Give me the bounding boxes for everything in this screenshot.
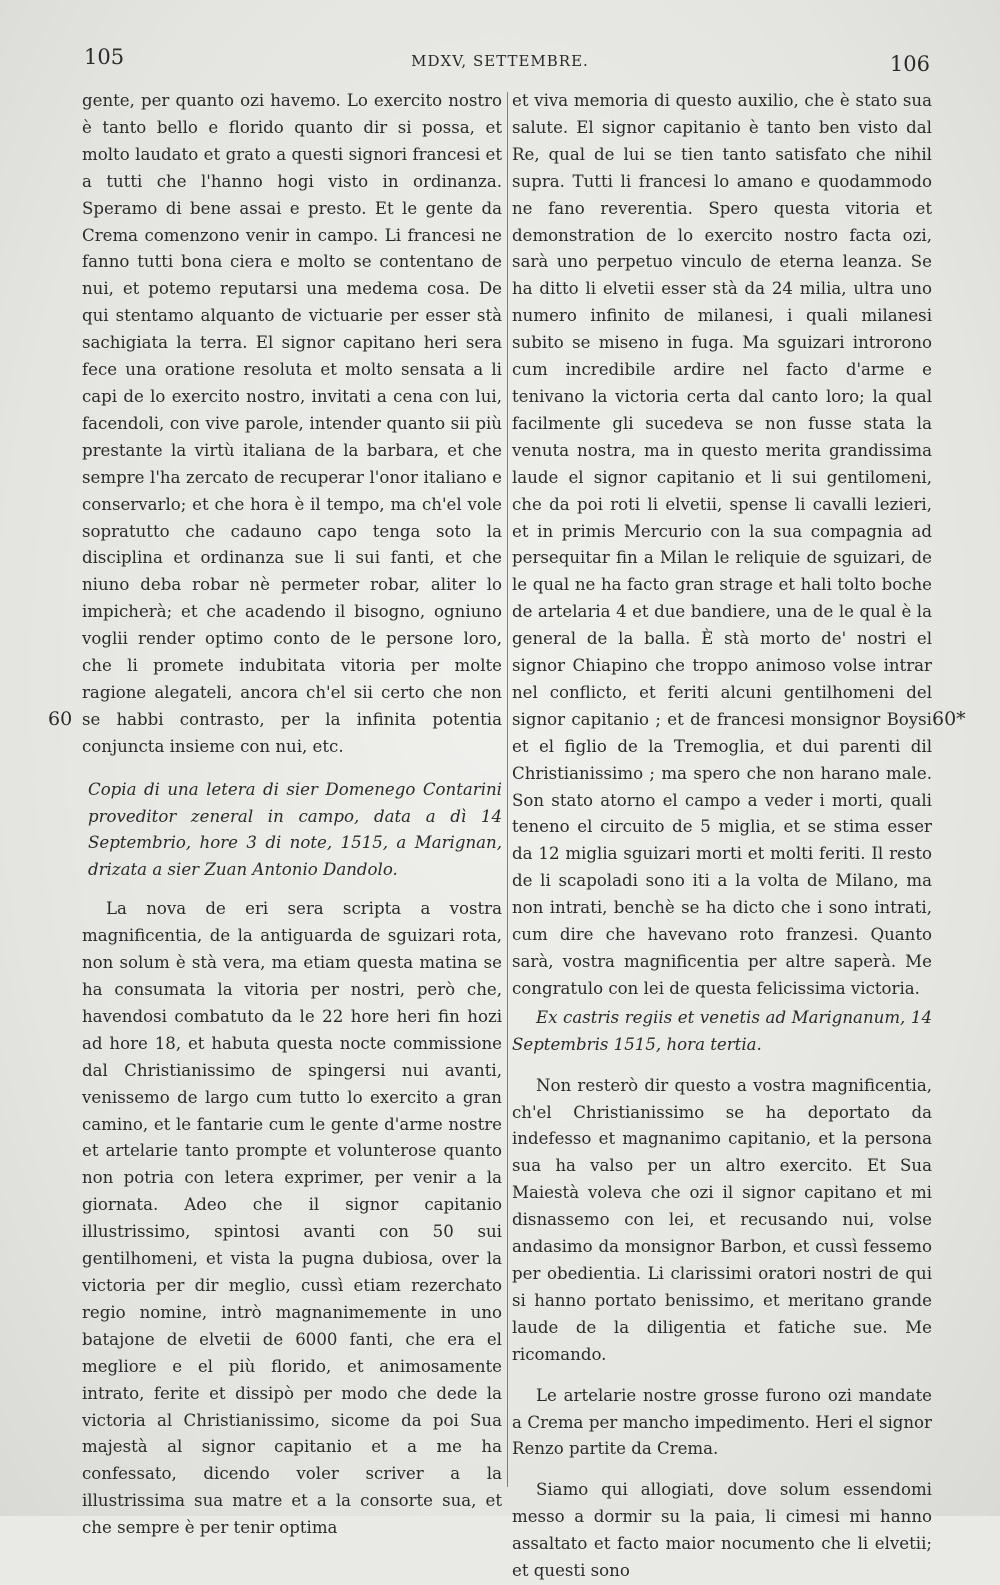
right-paragraph-1: et viva memoria di questo auxilio, che è stato sua salute. El signor capitanio è tanto ben visto dal Re, qual de lui se tien tanto satisfato che nihil supra. Tutti li francesi lo amano e quodammodo ne fano reverentia. Spero questa vitoria et demonstration de lo exercito nostro facta ozi, sarà uno perpetuo vinculo de eterna leanza. Se ha ditto li elvetii esser stà da 24 milia, ultra uno numero infinito de milanesi, i quali milanesi subito se miseno in fuga. Ma sguizari introrono cum incredibile ardire nel facto d'arme e tenivano la victoria certa dal canto loro; la qual facilmente gli sucedeva se non fusse stata la venuta nostra, ma in questo merita grandissima laude el signor capitanio et li sui gentilomeni, che da poi roti li elvetii, spense li cavalli lezieri, et in primis Mercurio con la sua compagnia ad persequitar fin a Milan le reliquie de sguizari, de le qual ne ha facto gran strage et hali tolto boche de artelaria 4 et due bandiere, una de le qual è la general de la balla. È stà morto de' nostri el signor Chiapino che troppo animoso volse intrar nel conflicto, et feriti alcuni gentilhomeni del signor capitanio ; et de francesi monsignor Boysi et el figlio de la Tremoglia, et dui parenti dil Christianissimo ; ma spero che non harano male. Son stato atorno el campo a veder i morti, quali teneno el circuito de 5 miglia, et se stima esser da 12 miglia sguizari morti et molti feriti. Il resto de li scapoladi sono iti a la volta de Milano, ma non intrati, benchè se ha dicto che i sono intrati, cum dire che havevano roto franzesi. Quanto sarà, vostra magnificentia per altre saperà. Me congratulo con lei de questa felicissima victoria. xyxy=(512,91,932,998)
right-paragraph-2: Non resterò dir questo a vostra magnificentia, ch'el Christianissimo se ha deportato da indefesso et magnanimo capitanio, et la persona sua ha valso per un altro exercito. Et Sua Maiestà voleva che ozi il signor capitano et mi disnassemo con lei, et recusando nui, volse andasimo da monsignor Barbon, et cussì fessemo per obedientia. Li clarissimi oratori nostri de qui si hanno portato benissimo, et meritano grande laude de la diligentia et fatiche sue. Me ricomando. xyxy=(512,1075,932,1364)
letter-dateline: Ex castris regiis et venetis ad Marignanum, 14 Septembris 1515, hora tertia. xyxy=(512,1007,932,1054)
column-divider xyxy=(507,92,508,1487)
margin-number-left: 60 xyxy=(48,708,73,730)
margin-number-right: 60* xyxy=(932,708,966,730)
page-number-left: 105 xyxy=(84,45,125,69)
left-paragraph-2: La nova de eri sera scripta a vostra magnificentia, de la antiguarda de sguizari rota, non solum è stà vera, ma etiam questa matina se ha consumata la vitoria per nostri, però che, havendosi combatuto da le 22 hore heri fin hozi ad hore 18, et habuta questa nocte commissione dal Christianissimo de spingersi nui avanti, venissemo de largo cum tutto lo exercito a gran camino, et le fantarie cum le gente d'arme nostre et artelarie tanto prompte et volunterose quanto non potria con letera exprimer, per venir a la giornata. Adeo che il signor capitanio illustrissimo, spintosi avanti con 50 sui gentilhomeni, et vista la pugna dubiosa, over la victoria per dir meglio, cussì etiam rezerchato regio nomine, intrò magnanimemente in uno batajone de elvetii de 6000 fanti, che era el megliore e el più florido, et animosamente intrato, ferite et dissipò per modo che dede la victoria al Christianissimo, sicome da poi Sua majestà al signor capitanio et a me ha confessato, dicendo voler scriver a la illustrissima sua matre et a la consorte sua, et che sempre è per tenir optima xyxy=(82,899,502,1538)
left-column xyxy=(82,88,502,1542)
left-paragraph-1: gente, per quanto ozi havemo. Lo exercito nostro è tanto bello e florido quanto dir si possa, et molto laudato et grato a questi signori francesi et a tutti che l'hanno hogi visto in ordinanza. Speramo di bene assai e presto. Et le gente da Crema comenzono venir in campo. Li francesi ne fanno tutti bona ciera e molto se contentano de nui, et potemo reputarsi una medema cosa. De qui stentamo alquanto de victuarie per esser stà sachigiata la terra. El signor capitano heri sera fece una oratione resoluta et molto sensata a li capi de lo exercito nostro, invitati a cena con lui, facendoli, con vive parole, intender quanto sii più prestante la virtù italiana de la barbara, et che sempre l'ha zercato de recuperar l'onor italiano e conservarlo; et che hora è il tempo, ma ch'el vole sopratutto che cadauno capo tenga soto la disciplina et ordinanza sue li sui fanti, et che niuno deba robar nè permeter robar, aliter lo impicherà; et che acadendo il bisogno, ogniuno voglii render optimo conto de le persone loro, che li promete indubitata vitoria per molte ragione alegateli, ancora ch'el sii certo che non se habbi contrasto, per la infinita potentia conjuncta insieme con nui, etc. xyxy=(82,91,502,756)
right-paragraph-4: Siamo qui allogiati, dove solum essendomi messo a dormir su la paia, li cimesi mi hanno assaltato et facto maior nocumento che li elvetii; et questi sono xyxy=(512,1480,932,1581)
running-title: MDXV, SETTEMBRE. xyxy=(411,52,589,70)
letter-title: Copia di una letera di sier Domenego Contarini proveditor zeneral in campo, data a dì 14 Septembrio, hore 3 di note, 1515, a Marignan, drizata a sier Zuan Antonio Dandolo. xyxy=(88,779,502,880)
page-number-right: 106 xyxy=(889,52,930,76)
right-column xyxy=(512,88,932,1585)
right-paragraph-3: Le artelarie nostre grosse furono ozi mandate a Crema per mancho impedimento. Heri el signor Renzo partite da Crema. xyxy=(512,1385,932,1459)
